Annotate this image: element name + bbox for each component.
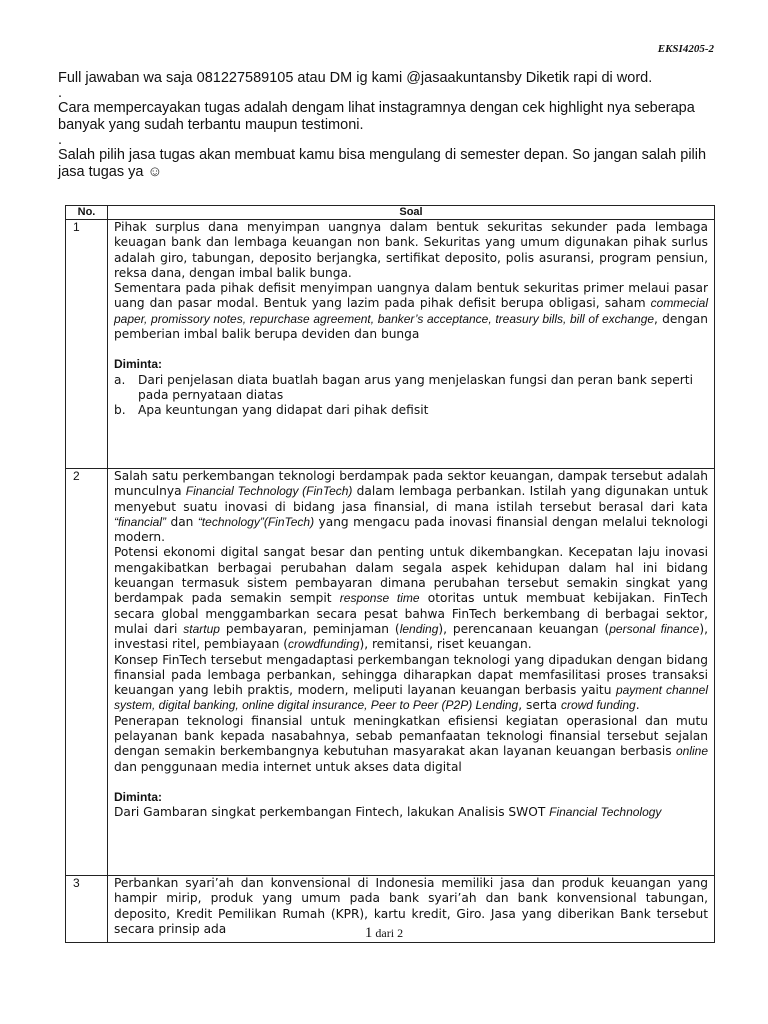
intro-dot: . bbox=[58, 85, 63, 101]
intro-line-trust: Cara mempercayakan tugas adalah dengam lihat instagramnya dengan cek highlight nya seberapa banyak yang sudah terbantu maupun testimoni. bbox=[58, 100, 695, 133]
table-row bbox=[66, 469, 715, 876]
intro-block bbox=[58, 70, 722, 181]
question-paragraph: Perbankan syari’ah dan konvensional di Indonesia memiliki jasa dan produk keuangan yang hampir mirip, produk yang umum pada bank syari’ah dan bank konvensional tabungan, deposito, Kredit Pemilikan Rumah (KPR), kartu kredit, Giro. Jasa yang diberikan Bank tersebut secara prinsip ada bbox=[114, 876, 708, 936]
question-number: 3 bbox=[66, 876, 108, 943]
question-paragraph: Salah satu perkembangan teknologi berdampak pada sektor keuangan, dampak tersebut adalah munculnya Financial Technology (FinTech) dalam lembaga perbankan. Istilah yang digunakan untuk menyebut suatu inovasi di bidang jasa finansial, di mana istilah tersebut berasal dari kata “financial” dan “technology”(FinTech) yang mengacu pada inovasi finansial dengan melalui teknologi modern. bbox=[114, 469, 708, 545]
task-list bbox=[114, 373, 708, 419]
task-text: Dari Gambaran singkat perkembangan Fintech, lakukan Analisis SWOT Financial Technology bbox=[114, 805, 662, 820]
question-paragraph: Konsep FinTech tersebut mengadaptasi perkembangan teknologi yang dipadukan dengan bidang finansial pada lembaga perbankan, sehingga diharapkan dapat memfasilitasi proses transaksi keuangan yang lebih praktis, modern, meliputi layanan keuangan berbasis yaitu payment channel system, digital banking, online digital insurance, Peer to Peer (P2P) Lending, serta crowd funding. bbox=[114, 652, 708, 713]
page-footer bbox=[0, 925, 768, 942]
document-code: EKSI4205-2 bbox=[657, 43, 714, 55]
question-body bbox=[108, 469, 715, 876]
intro-dot: . bbox=[58, 132, 63, 148]
task-heading: Diminta: bbox=[114, 789, 162, 804]
question-number: 1 bbox=[66, 220, 108, 469]
question-paragraph: Pihak surplus dana menyimpan uangnya dalam bentuk sekuritas sekunder pada lembaga keuagan bank dan lembaga keuangan non bank. Sekuritas yang umum digunakan pihak surlus adalah giro, tabungan, deposito berjangka, sertifikat deposito, polis asuransi, program pensiun, reksa dana, dengan imbal balik bunga. bbox=[114, 220, 708, 280]
question-paragraph: Potensi ekonomi digital sangat besar dan penting untuk dikembangkan. Kecepatan laju inovasi mengakibatkan berbagai perubahan dalam segala aspek kehidupan dalam hal ini bidang keuangan termasuk sistem pembayaran dimana perubahan tersebut semakin singkat yang berdampak pada semakin sempit response time otoritas untuk membuat kebijakan. FinTech secara global menggambarkan secara pesat bahwa FinTech berkembang di berbagai sektor, mulai dari startup pembayaran, peminjaman (lending), perencanaan keuangan (personal finance), investasi ritel, pembiayaan (crowdfunding), remitansi, riset keuangan. bbox=[114, 545, 708, 652]
intro-line-contact: Full jawaban wa saja 081227589105 atau DM ig kami @jasaakuntansby Diketik rapi di word. bbox=[58, 70, 653, 86]
task-heading: Diminta: bbox=[114, 357, 162, 372]
table-header-row bbox=[66, 206, 715, 220]
page-total: dari 2 bbox=[372, 926, 404, 940]
task-item: a. Dari penjelasan diata buatlah bagan arus yang menjelaskan fungsi dan peran bank seperti pada pernyataan diatas bbox=[114, 372, 693, 402]
column-header-soal: Soal bbox=[108, 206, 715, 220]
column-header-no: No. bbox=[66, 206, 108, 220]
question-table bbox=[65, 205, 715, 943]
question-paragraph: Penerapan teknologi finansial untuk meningkatkan efisiensi kegiatan operasional dan mutu pelayanan bank kepada nasabahnya, sebab pemanfaatan teknologi finansial tersebut sejalan dengan semakin berkembangnya kebutuhan masyarakat akan layanan keuangan berbasis online dan penggunaan media internet untuk akses data digital bbox=[114, 713, 708, 774]
task-marker: b. bbox=[114, 403, 126, 418]
question-body bbox=[108, 220, 715, 469]
intro-line-warning: Salah pilih jasa tugas akan membuat kamu bisa mengulang di semester depan. So jangan salah pilih jasa tugas ya ☺ bbox=[58, 147, 707, 180]
table-row bbox=[66, 220, 715, 469]
question-paragraph: Sementara pada pihak defisit menyimpan uangnya dalam bentuk sekuritas primer melaui pasar uang dan pasar modal. Bentuk yang lazim pada pihak defisit berupa obligasi, saham commecial paper, promissory notes, repurchase agreement, banker’s acceptance, treasury bills, bill of exchange, dengan pemberian imbal balik berupa deviden dan bunga bbox=[114, 281, 709, 342]
page-number: 1 bbox=[364, 925, 373, 941]
task-marker: a. bbox=[114, 372, 126, 387]
question-number: 2 bbox=[66, 469, 108, 876]
task-item: b. Apa keuntungan yang didapat dari pihak defisit bbox=[114, 403, 429, 418]
